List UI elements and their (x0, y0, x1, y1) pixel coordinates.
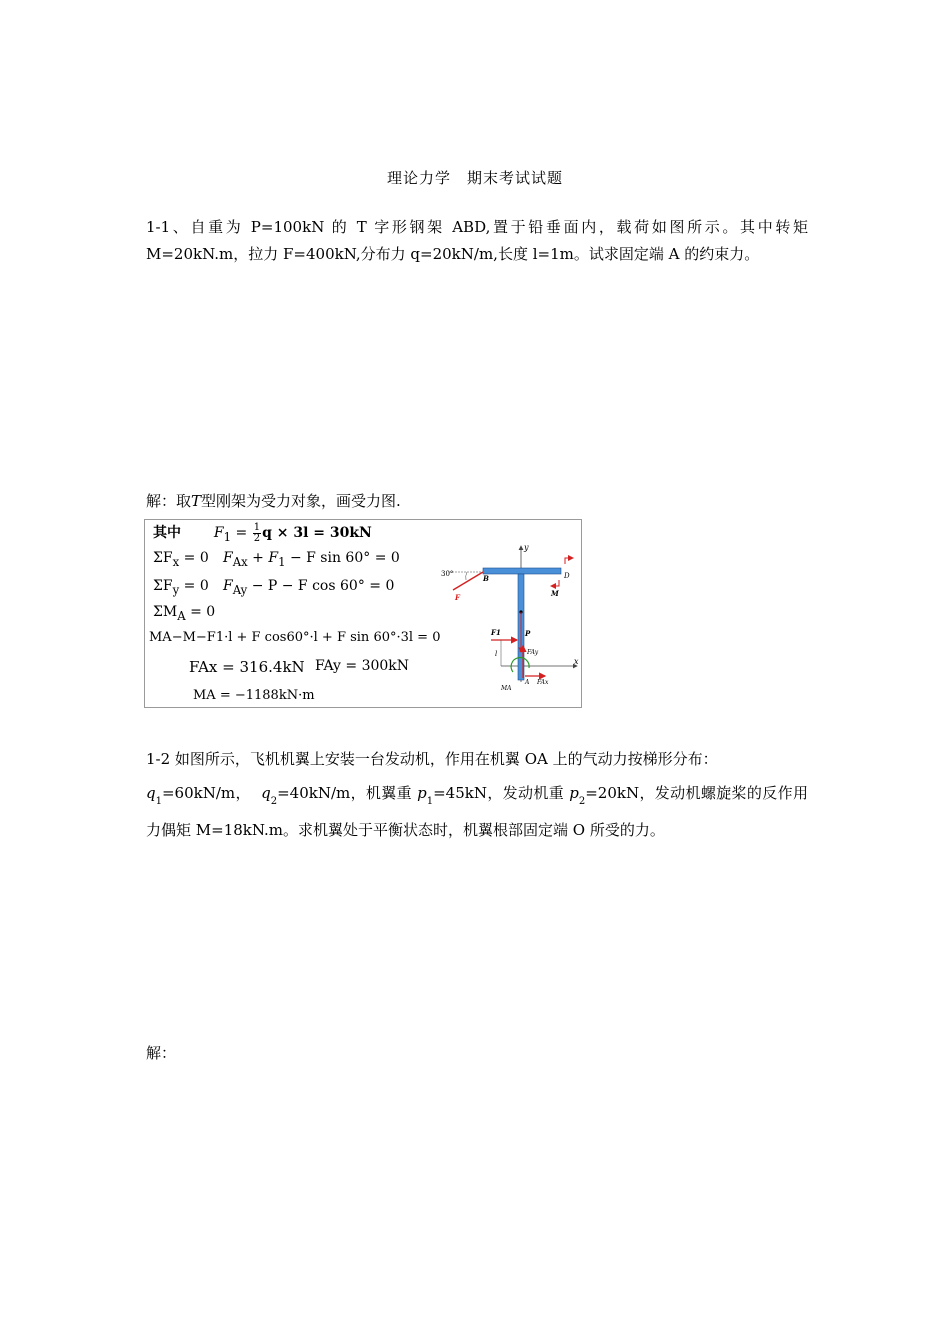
q2-value: =40kN/m，机翼重 (277, 784, 412, 802)
p1-value: =45kN，发动机重 (433, 784, 565, 802)
length-l-label: l (495, 650, 498, 658)
p2-sub: 2 (578, 796, 586, 807)
q1-value: =60kN/m， (161, 784, 251, 802)
eq-sum-fy-left (153, 578, 209, 597)
p1-symbol: p (417, 784, 427, 802)
problem-2-solution-label: 解： (146, 1044, 177, 1062)
reaction-fax-label: FAx (537, 679, 549, 686)
weight-p-label: P (525, 629, 531, 638)
result-ma: MA = −1188kN·m (193, 688, 315, 703)
sum-fx-sub: x (172, 554, 180, 569)
f1-term: + F (247, 550, 279, 566)
solution-figure-box (144, 519, 582, 708)
point-a-label: A (525, 679, 530, 686)
sum-fx: ΣF (153, 550, 173, 566)
page-title: 理论力学 期末考试试题 (386, 169, 563, 187)
force-f-line (453, 572, 483, 590)
frac-den: 2 (253, 532, 261, 544)
solution-prefix: 解：取 (146, 492, 192, 510)
q2-sub: 2 (270, 796, 278, 807)
problem-1-statement: 1-1、自重为 P=100kN 的 T 字形钢架 ABD,置于铅垂面内，载荷如图所示。其中转矩 M=20kN.m，拉力 F=400kN,分布力 q=20kN/m,长度 l=1m。试求固定端 A 的约束力。 (146, 218, 808, 263)
fax-symbol: F (223, 550, 233, 566)
moment-m-arrow-bottom (551, 580, 559, 586)
moment-m-label: M (551, 589, 559, 598)
q1-symbol: q (146, 784, 156, 802)
point-d-label: D (564, 572, 570, 580)
sum-ma: ΣM (153, 604, 178, 620)
problem-2-statement (146, 742, 808, 847)
moment-m-arrow-top (565, 558, 573, 564)
angle-arc (466, 572, 467, 580)
eq-sum-ma (153, 604, 215, 623)
solution-suffix: 型刚架为受力对象，画受力图. (201, 492, 401, 510)
force-f1-label: F1 (491, 628, 501, 637)
horizontal-beam-bd (483, 568, 561, 574)
f1-value: q × 3l = 30kN (262, 525, 372, 541)
fay-sub: Ay (232, 582, 248, 597)
y-axis-label: y (524, 543, 529, 552)
result-fax: FAx = 316.4kN (189, 658, 305, 676)
t-frame-free-body-diagram (441, 542, 581, 702)
f1-eq: = (231, 525, 252, 541)
p2-value: =20kN，发动机螺旋桨的反作用力偶矩 M=18kN.m。求机翼处于平衡状态时，机翼根部固定端 O 所受的力。 (146, 784, 808, 839)
fraction-one-half (253, 523, 261, 544)
f1-symbol: F (213, 525, 224, 541)
sum-fy-sub: y (172, 582, 180, 597)
eq-moment: MA−M−F1·l + F cos60°·l + F sin 60°·3l = 0 (149, 630, 441, 645)
f1-term-sub: 1 (278, 554, 286, 569)
problem-2-intro: 1-2 如图所示，飞机机翼上安装一台发动机，作用在机翼 OA 上的气动力按梯形分布： (146, 750, 718, 768)
frac-num: 1 (253, 521, 261, 533)
sum-fy: ΣF (153, 578, 173, 594)
q2-symbol: q (261, 784, 271, 802)
result-fay: FAy = 300kN (315, 658, 410, 674)
force-f-label: F (455, 593, 460, 602)
sum-ma-eq: = 0 (185, 604, 216, 620)
sum-ma-sub: A (177, 608, 186, 623)
x-axis-label: x (574, 657, 579, 666)
solution-t-symbol: T (191, 492, 202, 510)
q1-sub: 1 (155, 796, 162, 807)
eq-sum-fx-left (153, 550, 209, 569)
reaction-fay-label: FAy (527, 649, 539, 656)
eq-sum-fx-right (223, 550, 400, 569)
reaction-moment-ma-label: MA (501, 685, 512, 692)
sum-fx-eq: = 0 (179, 550, 209, 566)
eq-sum-fy-right (223, 578, 394, 597)
point-b-label: B (483, 574, 489, 583)
fx-rest: − F sin 60° = 0 (285, 550, 400, 566)
sum-fy-eq: = 0 (179, 578, 209, 594)
p2-symbol: p (569, 784, 579, 802)
f1-sub: 1 (223, 529, 232, 544)
qizhong-label: 其中 (153, 525, 181, 541)
f1-definition-line (153, 522, 372, 544)
angle-30-label: 30° (441, 570, 454, 578)
p1-sub: 1 (426, 796, 434, 807)
fy-rest: − P − F cos 60° = 0 (247, 578, 395, 594)
fax-sub: Ax (232, 554, 248, 569)
fay-symbol: F (223, 578, 233, 594)
problem-1-solution-intro (146, 490, 401, 511)
